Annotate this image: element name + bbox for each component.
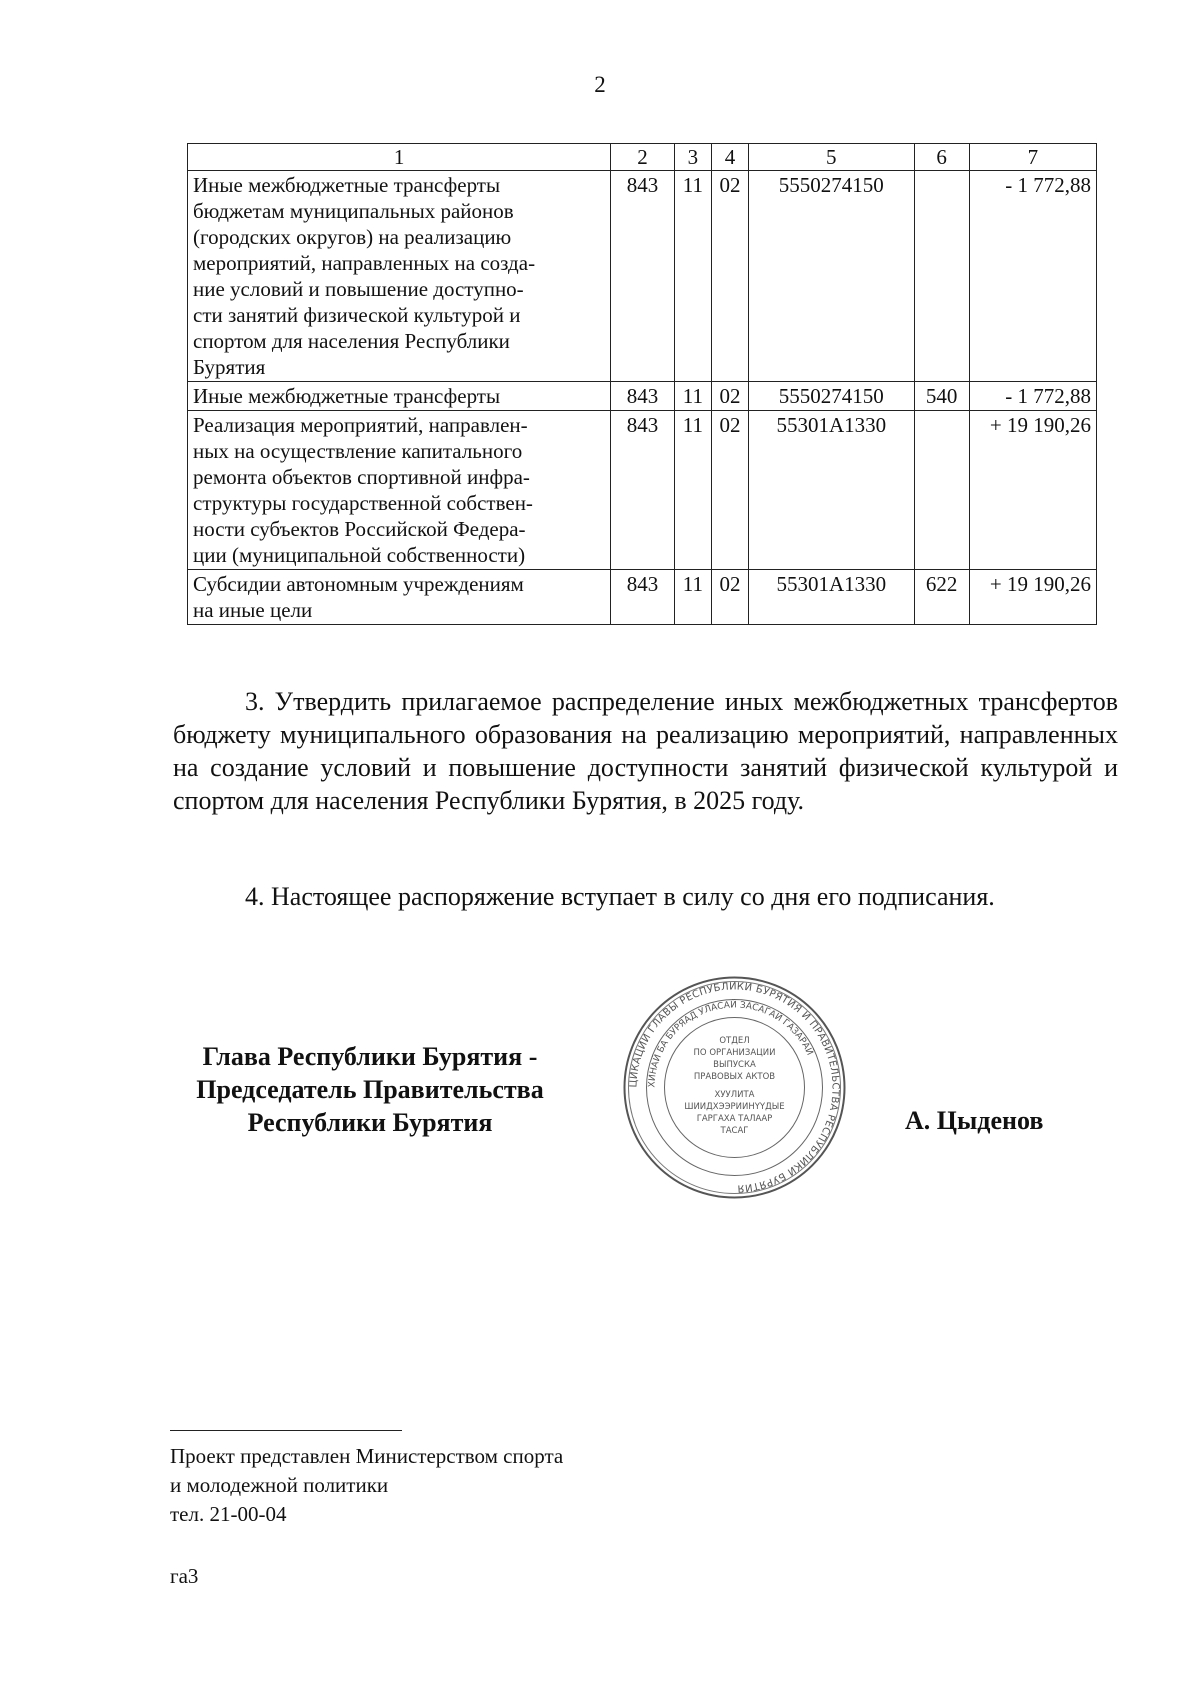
header-cell: 6	[914, 144, 969, 171]
amount-cell: + 19 190,26	[969, 411, 1096, 570]
section-cell: 11	[674, 411, 711, 570]
target-article-cell: 5550274150	[749, 171, 914, 382]
footnote	[170, 1442, 563, 1529]
subsection-cell: 02	[711, 171, 748, 382]
row-name-cell	[188, 570, 611, 625]
page-number: 2	[594, 72, 606, 97]
target-article-cell: 5550274150	[749, 382, 914, 411]
table-row	[188, 570, 1097, 625]
seal-inner-ring-text: ХИНАЙ БА БУРЯАД УЛАСАЙ ЗАСАГАЙ ГАЗАРАЙ	[647, 1000, 815, 1088]
signatory-title-line: Глава Республики Бурятия -	[202, 1042, 538, 1071]
seal-center-line: ГАРГАХА ТАЛААР	[696, 1114, 773, 1124]
seal-center-line: ХУУЛИТА	[714, 1090, 755, 1100]
footnote-line: Проект представлен Министерством спорта	[170, 1444, 564, 1468]
name-line: ции (муниципальной собственности)	[193, 543, 526, 567]
name-line: ности субъектов Российской Федера-	[193, 517, 526, 541]
amount-cell: - 1 772,88	[969, 382, 1096, 411]
name-line: Иные межбюджетные трансферты	[193, 173, 501, 197]
footnote-divider	[170, 1430, 402, 1431]
name-line: спортом для населения Республики	[193, 329, 510, 353]
footnote-line: и молодежной политики	[170, 1473, 389, 1497]
table-row	[188, 382, 1097, 411]
table-row	[188, 411, 1097, 570]
seal-center-line: ОТДЕЛ	[719, 1036, 750, 1046]
footnote-line: тел. 21-00-04	[170, 1502, 287, 1526]
name-line: Реализация мероприятий, направлен-	[193, 413, 528, 437]
row-name-cell	[188, 382, 611, 411]
expense-type-cell	[914, 411, 969, 570]
seal-center-line: ШИИДХЭЭРИИНҮҮДЫЕ	[684, 1102, 785, 1112]
header-cell: 7	[969, 144, 1096, 171]
header-cell: 4	[711, 144, 748, 171]
name-line: на иные цели	[193, 598, 313, 622]
table-row	[188, 171, 1097, 382]
name-line: ремонта объектов спортивной инфра-	[193, 465, 530, 489]
budget-table	[187, 143, 1097, 625]
name-line: (городских округов) на реализацию	[193, 225, 512, 249]
svg-text:ЦИКАЦИИ ГЛАВЫ РЕСПУБЛИКИ БУРЯТ	[628, 981, 840, 1193]
official-seal-icon	[622, 975, 847, 1200]
seal-center-line: ПО ОРГАНИЗАЦИИ	[693, 1048, 776, 1058]
expense-type-cell: 540	[914, 382, 969, 411]
name-line: структуры государственной собствен-	[193, 491, 533, 515]
document-code: га3	[170, 1564, 199, 1588]
amount-cell: - 1 772,88	[969, 171, 1096, 382]
section-cell: 11	[674, 171, 711, 382]
seal-center-line: ПРАВОВЫХ АКТОВ	[693, 1072, 776, 1082]
name-line: сти занятий физической культурой и	[193, 303, 521, 327]
header-cell: 2	[611, 144, 675, 171]
amount-cell: + 19 190,26	[969, 570, 1096, 625]
name-line: ных на осуществление капитального	[193, 439, 523, 463]
header-cell: 5	[749, 144, 914, 171]
target-article-cell: 55301A1330	[749, 411, 914, 570]
table-header-row	[188, 144, 1097, 171]
ministry-code-cell: 843	[611, 382, 675, 411]
name-line: ние условий и повышение доступно-	[193, 277, 524, 301]
name-line: Бурятия	[193, 355, 266, 379]
target-article-cell: 55301A1330	[749, 570, 914, 625]
paragraph-4: 4. Настоящее распоряжение вступает в силу со дня его подписания.	[245, 882, 995, 911]
name-line: мероприятий, направленных на созда-	[193, 251, 536, 275]
section-cell: 11	[674, 382, 711, 411]
signatory-title-line: Республики Бурятия	[247, 1108, 493, 1137]
seal-center-line: ВЫПУСКА	[713, 1060, 756, 1070]
row-name-cell	[188, 171, 611, 382]
row-name-cell	[188, 411, 611, 570]
expense-type-cell	[914, 171, 969, 382]
signatory-title	[160, 1040, 580, 1139]
seal-center-line: ТАСАГ	[720, 1126, 749, 1136]
name-line: Иные межбюджетные трансферты	[193, 384, 501, 408]
ministry-code-cell: 843	[611, 171, 675, 382]
paragraph-3: 3. Утвердить прилагаемое распределение иных межбюджетных трансфертов бюджету муниципального образования на реализацию мероприятий, направленных на создание условий и повышение доступности занятий физической культурой и спортом для населения Республики Бурятия, в 2025 году.	[173, 687, 1118, 815]
subsection-cell: 02	[711, 411, 748, 570]
ministry-code-cell: 843	[611, 570, 675, 625]
expense-type-cell: 622	[914, 570, 969, 625]
subsection-cell: 02	[711, 382, 748, 411]
signatory-name: А. Цыденов	[905, 1106, 1044, 1135]
ministry-code-cell: 843	[611, 411, 675, 570]
seal-outer-text: ЦИКАЦИИ ГЛАВЫ РЕСПУБЛИКИ БУРЯТИЯ И ПРАВИТЕЛЬСТВА РЕСПУБЛИКИ БУРЯТИЯ	[628, 981, 841, 1194]
header-cell: 1	[188, 144, 611, 171]
name-line: Субсидии автономным учреждениям	[193, 572, 524, 596]
subsection-cell: 02	[711, 570, 748, 625]
section-cell: 11	[674, 570, 711, 625]
name-line: бюджетам муниципальных районов	[193, 199, 514, 223]
header-cell: 3	[674, 144, 711, 171]
signatory-title-line: Председатель Правительства	[196, 1075, 544, 1104]
